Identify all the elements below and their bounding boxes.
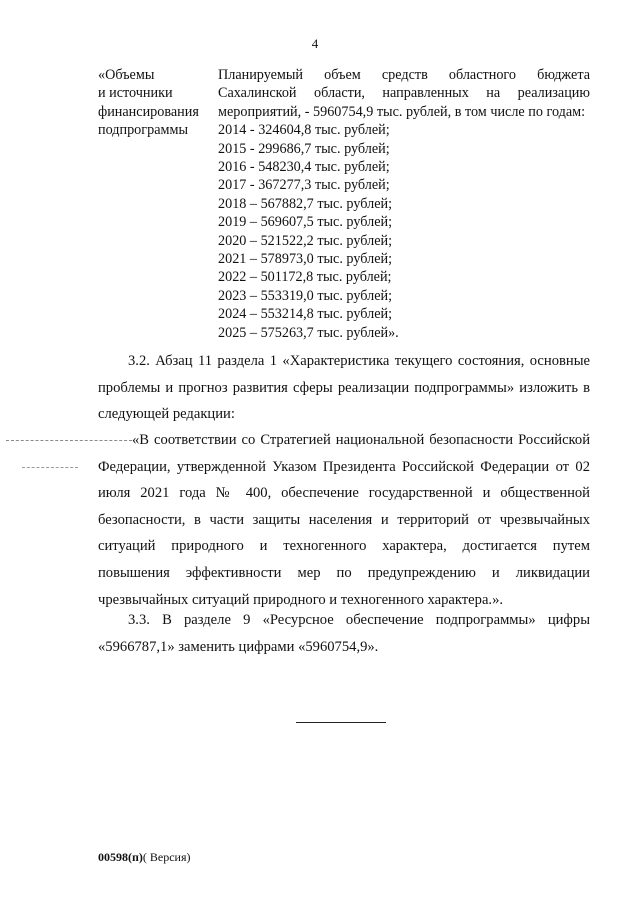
funding-year-line: 2014 - 324604,8 тыс. рублей;: [218, 122, 390, 139]
funding-year-line: 2020 – 521522,2 тыс. рублей;: [218, 232, 393, 249]
paragraph-3-2: 3.2. Абзац 11 раздела 1 «Характеристика текущего состояния, основные проблемы и прогноз развития сферы реализации подпрограммы» изложить в следующей редакции:: [98, 353, 590, 423]
funding-content: [218, 66, 590, 342]
funding-year-line: 2017 - 367277,3 тыс. рублей;: [218, 177, 390, 194]
funding-label: [98, 66, 210, 140]
end-rule: [296, 722, 386, 723]
page-number: 4: [311, 36, 319, 51]
paragraph-3-3: 3.3. В разделе 9 «Ресурсное обеспечение подпрограммы» цифры «5966787,1» заменить цифрами «5960754,9».: [98, 612, 590, 655]
funding-year-line: 2021 – 578973,0 тыс. рублей;: [218, 251, 393, 268]
funding-year-line: 2015 - 299686,7 тыс. рублей;: [218, 140, 390, 157]
document-version: ( Версия): [142, 850, 191, 864]
funding-label-line: подпрограммы: [98, 122, 188, 139]
funding-year-line: 2018 – 567882,7 тыс. рублей;: [218, 195, 393, 212]
funding-year-line: 2022 – 501172,8 тыс. рублей;: [218, 269, 392, 286]
funding-year-line: 2019 – 569607,5 тыс. рублей;: [218, 214, 393, 231]
funding-label-line: финансирования: [98, 103, 199, 120]
funding-label-line: «Объемы: [98, 67, 155, 83]
funding-year-line: 2016 - 548230,4 тыс. рублей;: [218, 159, 390, 176]
paragraph-quote: «В соответствии со Стратегией национальной безопасности Российской Федерации, утвержденной Указом Президента Российской Федерации от 02 июля 2021 года № 400, обеспечение государственной и общественной безопасности, в части защиты населения и территорий от чрезвычайных ситуаций природного и техногенного характера, достигается путем повышения эффективности мер по предупреждению и ликвидации чрезвычайных ситуаций природного и техногенного характера.».: [98, 432, 590, 608]
funding-year-line: 2023 – 553319,0 тыс. рублей;: [218, 287, 393, 304]
funding-intro: Планируемый объем средств областного бюджета Сахалинской области, направленных на реализацию мероприятий, - 5960754,9 тыс. рублей, в том числе по годам:: [218, 67, 590, 120]
funding-year-line: 2025 – 575263,7 тыс. рублей».: [218, 324, 399, 341]
scan-dash-mark: [22, 467, 78, 468]
funding-year-line: 2024 – 553214,8 тыс. рублей;: [218, 306, 393, 323]
document-code: [98, 850, 191, 865]
document-code-number: 00598(п): [98, 850, 143, 864]
funding-label-line: и источники: [98, 85, 173, 102]
